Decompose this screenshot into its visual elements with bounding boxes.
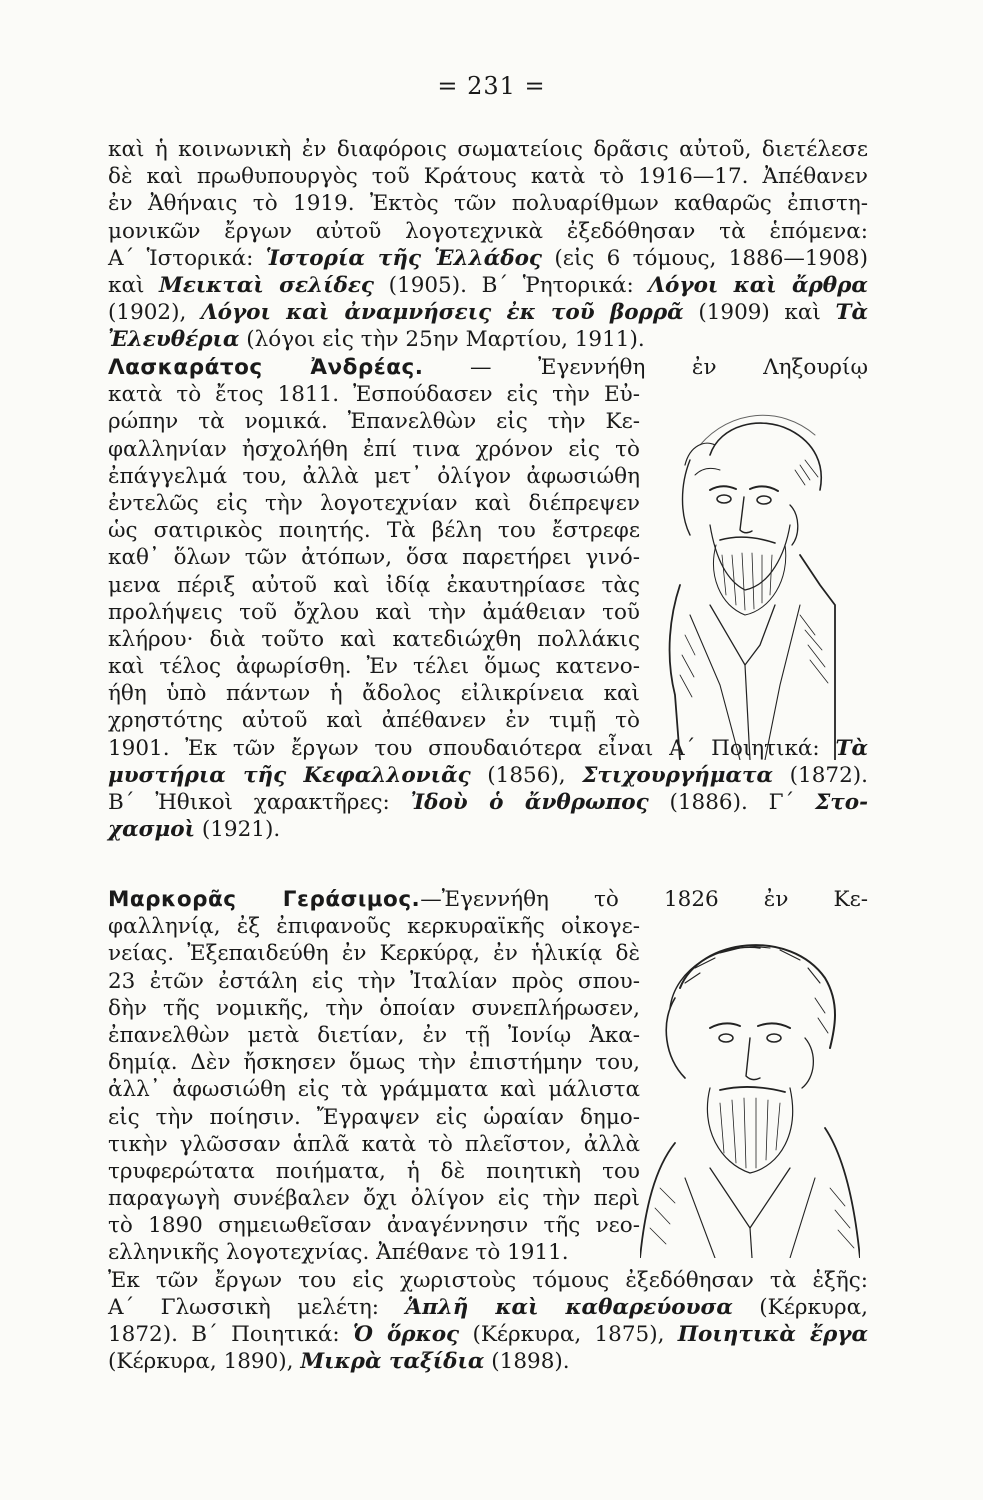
text-line: Β΄ Ἠθικοὶ χαρακτῆρες: Ἰδοὺ ὁ ἄνθρωπος (1886). Γ΄ Στο- [108, 790, 869, 815]
work-title: Μικρὰ ταξίδια [300, 1349, 485, 1375]
work-title: χασμοὶ [108, 817, 196, 843]
work-title: Στιχουργήματα [582, 762, 774, 788]
work-title: Τὰ [835, 300, 868, 326]
text-line: 1872). Β΄ Ποιητικά: Ὁ ὅρκος (Κέρκυρα, 1875), Ποιητικὰ ἔργα [108, 1322, 869, 1347]
text-line: καὶ Μεικταὶ σελίδες (1905). Β΄ Ῥητορικά: Λόγοι καὶ ἄρθρα [108, 272, 868, 298]
text-line: ρώπην τὰ νομικά. Ἐπανελθὼν εἰς τὴν Κε- [108, 409, 640, 435]
text-line: νείας. Ἐξεπαιδεύθη ἐν Κερκύρᾳ, ἐν ἡλικίᾳ δὲ [108, 941, 640, 967]
entry-heading-line: Μαρκορᾶς Γεράσιμος.—Ἐγεννήθη τὸ 1826 ἐν Κε- [108, 887, 868, 912]
text-line: τικὴν γλῶσσαν ἁπλᾶ κατὰ τὸ πλεῖστον, ἀλλὰ [108, 1131, 640, 1157]
work-title: Ἐλευθέρια [108, 327, 240, 353]
text-line: 23 ἐτῶν ἐστάλη εἰς τὴν Ἰταλίαν πρὸς σπου- [108, 968, 640, 994]
work-title: Ὁ ὅρκος [352, 1322, 460, 1347]
text-line: ἐπάγγελμά του, ἀλλὰ μετ᾽ ὀλίγον ἀφωσιώθη [108, 463, 640, 489]
text-line: ἐντελῶς εἰς τὴν λογοτεχνίαν καὶ διέπρεψεν [108, 490, 640, 516]
text-line: (Κέρκυρα, 1890), Μικρὰ ταξίδια (1898). [108, 1349, 570, 1375]
text-line: προλήψεις τοῦ ὄχλου καὶ τὴν ἀμάθειαν τοῦ [108, 599, 640, 625]
entry-heading-line: Λασκαράτος Ἀνδρέας. — Ἐγεννήθη ἐν Ληξουρίῳ [108, 355, 868, 380]
work-title: Τὰ [835, 735, 868, 761]
work-title: Ἁπλῆ καὶ καθαρεύουσα [405, 1294, 733, 1320]
text-line: δὴν τῆς νομικῆς, τὴν ὁποίαν συνεπλήρωσεν, [108, 995, 640, 1021]
text-line: μενα πέριξ αὐτοῦ καὶ ἰδίᾳ ἐκαυτηρίασε τὰς [108, 572, 640, 598]
text-line: τρυφερώτατα ποιήματα, ἡ δὲ ποιητικὴ του [108, 1158, 640, 1184]
text-line: καὶ ἡ κοινωνικὴ ἐν διαφόροις σωματείοις δρᾶσις αὐτοῦ, διετέλεσε [108, 137, 868, 162]
text-line: Ἐκ τῶν ἔργων του εἰς χωριστοὺς τόμους ἐξεδόθησαν τὰ ἑξῆς: [108, 1267, 868, 1293]
text-line: χασμοὶ (1921). [108, 817, 281, 843]
text-line: παραγωγὴ συνέβαλεν ὄχι ὀλίγον εἰς τὴν περὶ [108, 1186, 640, 1212]
work-title: Ἰδοὺ ὁ ἄνθρωπος [410, 790, 649, 815]
work-title: Λόγοι καὶ ἄρθρα [648, 272, 868, 298]
work-title: Λόγοι καὶ ἀναμνήσεις ἐκ τοῦ βορρᾶ [200, 300, 684, 326]
work-title: Στο- [815, 790, 869, 815]
text-line: Α΄ Ἱστορικά: Ἱστορία τῆς Ἑλλάδος (εἰς 6 τόμους, 1886—1908) [108, 245, 868, 271]
text-line: τὸ 1890 σημειωθεῖσαν ἀναγέννησιν τῆς νεο- [108, 1213, 640, 1239]
text-line: καθ᾽ ὅλων τῶν ἀτόπων, ὅσα παρετήρει γινό- [108, 545, 640, 571]
work-title: Ἱστορία τῆς Ἑλλάδος [265, 245, 543, 271]
text-line: φαλληνίᾳ, ἐξ ἐπιφανοῦς κερκυραϊκῆς οἰκογε- [108, 914, 640, 940]
text-line: (1902), Λόγοι καὶ ἀναμνήσεις ἐκ τοῦ βορρᾶ (1909) καὶ Τὰ [108, 300, 868, 326]
text-line: ελληνικῆς λογοτεχνίας. Ἀπέθανε τὸ 1911. [108, 1240, 569, 1266]
text-line: ὡς σατιρικὸς ποιητής. Τὰ βέλη του ἔστρεφε [108, 518, 640, 544]
text-line: ἀλλ᾽ ἀφωσιώθη εἰς τὰ γράμματα καὶ μάλιστα [108, 1077, 640, 1103]
text-line: χρηστότης αὐτοῦ καὶ ἀπέθανεν ἐν τιμῇ τὸ [108, 708, 640, 734]
portrait-markoras [640, 928, 860, 1258]
text-line: 1901. Ἐκ τῶν ἔργων του σπουδαιότερα εἶναι Α΄ Ποιητικά: Τὰ [108, 735, 868, 761]
text-line: δημίᾳ. Δὲν ἤσκησεν ὅμως τὴν ἐπιστήμην του, [108, 1050, 640, 1076]
text-line: κλήρου· διὰ τοῦτο καὶ κατεδιώχθη πολλάκις [108, 626, 640, 652]
text-line: ἐν Ἀθήναις τὸ 1919. Ἐκτὸς τῶν πολυαρίθμων καθαρῶς ἐπιστη- [108, 191, 868, 217]
text-line: καὶ τέλος ἀφωρίσθη. Ἐν τέλει ὅμως κατενο- [108, 654, 640, 680]
text-line: κατὰ τὸ ἔτος 1811. Ἐσπούδασεν εἰς τὴν Εὐ- [108, 382, 640, 408]
work-title: μυστήρια τῆς Κεφαλλονιᾶς [108, 762, 471, 788]
text-line: Ἐλευθέρια (λόγοι εἰς τὴν 25ην Μαρτίου, 1911). [108, 327, 645, 353]
text-line: ἐπανελθὼν μετὰ διετίαν, ἐν τῇ Ἰονίῳ Ἀκα- [108, 1022, 640, 1048]
text-line: φαλληνίαν ἠσχολήθη ἐπί τινα χρόνον εἰς τὸ [108, 436, 640, 462]
work-title: Ποιητικὰ ἔργα [677, 1322, 869, 1347]
text-line: μονικῶν ἔργων αὐτοῦ λογοτεχνικὰ ἐξεδόθησαν τὰ ἑπόμενα: [108, 218, 868, 244]
page-number: = 231 = [437, 72, 546, 100]
text-line: εἰς τὴν ποίησιν. Ἔγραψεν εἰς ὡραίαν δημο- [108, 1104, 640, 1130]
text-line: δὲ καὶ πρωθυπουργὸς τοῦ Κράτους κατὰ τὸ 1916—17. Ἀπέθανεν [108, 164, 868, 190]
text-line: Α΄ Γλωσσικὴ μελέτη: Ἁπλῆ καὶ καθαρεύουσα (Κέρκυρα, [108, 1294, 868, 1320]
work-title: Μεικταὶ σελίδες [159, 272, 374, 298]
entry-heading: Λασκαράτος Ἀνδρέας. [108, 355, 424, 380]
entry-heading: Μαρκορᾶς Γεράσιμος. [108, 887, 421, 912]
text-line: μυστήρια τῆς Κεφαλλονιᾶς (1856), Στιχουργήματα (1872). [108, 762, 868, 788]
text-line: ήθη ὑπὸ πάντων ἡ ἄδολος εἰλικρίνεια καὶ [108, 681, 640, 707]
portrait-laskaratos [650, 405, 845, 760]
entry-previous [108, 136, 868, 354]
